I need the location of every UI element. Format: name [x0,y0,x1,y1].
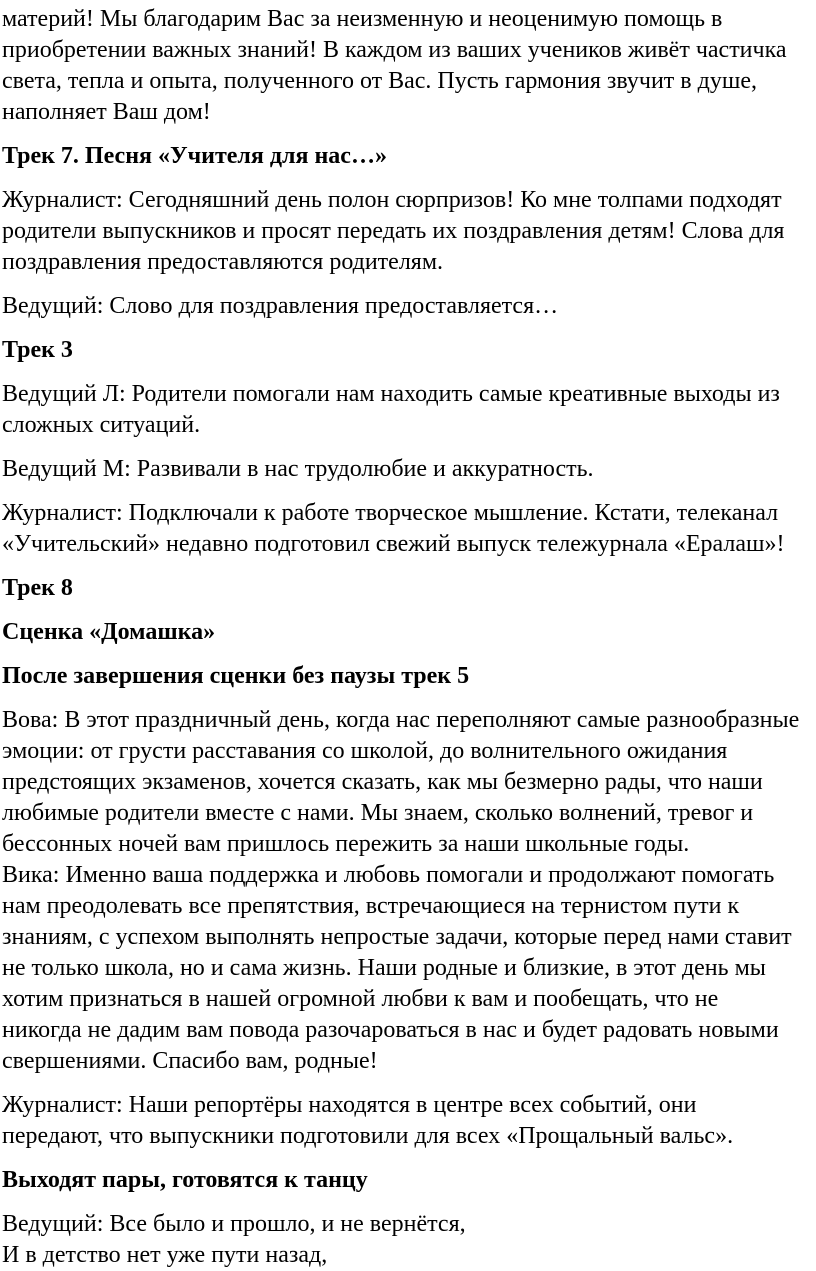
text-line: никогда не дадим вам повода разочароваться в нас и будет радовать новыми [2,1017,779,1043]
paragraph [2,379,814,441]
text-line: хотим признаться в нашей огромной любви к вам и пообещать, что не [2,986,719,1012]
paragraph [2,185,814,278]
text-line: «Учительский» недавно подготовил свежий выпуск тележурнала «Ералаш»! [2,531,785,557]
text-line: любимые родители вместе с нами. Мы знаем, сколько волнений, тревог и [2,800,754,826]
text-line: Трек 3 [2,337,73,363]
text-line: Журналист: Наши репортёры находятся в центре всех событий, они [2,1092,697,1118]
text-line: Выходят пары, готовятся к танцу [2,1167,368,1193]
section-heading [2,335,814,366]
text-line: Ведущий: Все было и прошло, и не вернётся, [2,1211,466,1237]
paragraph [2,454,814,485]
text-line: Трек 8 [2,575,73,601]
text-line: Ведущий Л: Родители помогали нам находить самые креативные выходы из [2,381,780,407]
text-line: Вова: В этот праздничный день, когда нас переполняют самые разнообразные [2,707,800,733]
text-line: После завершения сценки без паузы трек 5 [2,663,470,689]
text-line: нам преодолевать все препятствия, встречающиеся на тернистом пути к [2,893,740,919]
text-line: сложных ситуаций. [2,412,201,438]
text-line: Вика: Именно ваша поддержка и любовь помогали и продолжают помогать [2,862,775,888]
text-line: Журналист: Сегодняшний день полон сюрпризов! Ко мне толпами подходят [2,187,782,213]
text-line: знаниям, с успехом выполнять непростые задачи, которые перед нами ставит [2,924,792,950]
paragraph [2,860,814,1077]
text-line: передают, что выпускники подготовили для всех «Прощальный вальс». [2,1123,734,1149]
text-line: бессонных ночей вам пришлось пережить за наши школьные годы. [2,831,690,857]
paragraph [2,705,814,860]
text-line: предстоящих экзаменов, хочется сказать, как мы безмерно рады, что наши [2,769,763,795]
text-line: И в детство нет уже пути назад, [2,1242,328,1268]
text-line: не только школа, но и сама жизнь. Наши родные и близкие, в этот день мы [2,955,766,981]
text-line: Сценка «Домашка» [2,619,216,645]
paragraph [2,4,814,128]
text-line: Трек 7. Песня «Учителя для нас…» [2,143,387,169]
section-heading [2,573,814,604]
paragraph [2,291,814,322]
text-line: света, тепла и опыта, полученного от Вас. Пусть гармония звучит в душе, [2,68,757,94]
section-heading [2,141,814,172]
text-line: свершениями. Спасибо вам, родные! [2,1048,378,1074]
text-line: родители выпускников и просят передать их поздравления детям! Слова для [2,218,785,244]
section-heading [2,661,814,692]
text-line: Ведущий М: Развивали в нас трудолюбие и аккуратность. [2,456,594,482]
text-line: приобретении важных знаний! В каждом из ваших учеников живёт частичка [2,37,787,63]
section-heading [2,617,814,648]
text-line: поздравления предоставляются родителям. [2,249,444,275]
paragraph [2,498,814,560]
section-heading [2,1165,814,1196]
text-line: эмоции: от грусти расставания со школой, до волнительного ожидания [2,738,728,764]
paragraph [2,1209,814,1271]
text-line: Ведущий: Слово для поздравления предоставляется… [2,293,559,319]
text-line: Журналист: Подключали к работе творческое мышление. Кстати, телеканал [2,500,779,526]
text-line: материй! Мы благодарим Вас за неизменную и неоценимую помощь в [2,6,723,32]
text-line: наполняет Ваш дом! [2,99,211,125]
paragraph [2,1090,814,1152]
